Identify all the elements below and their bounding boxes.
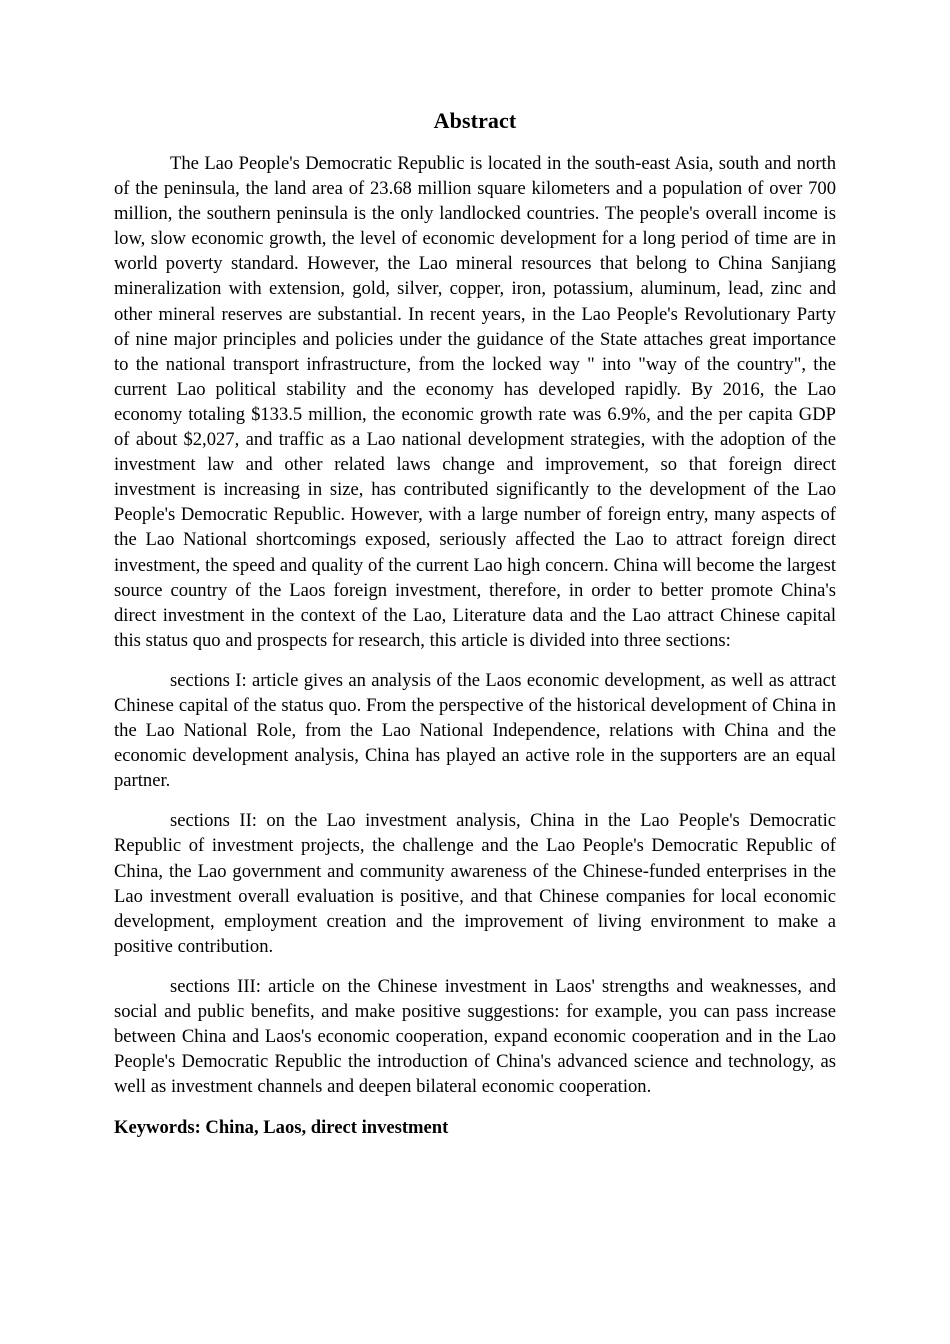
abstract-paragraph-section-1: sections I: article gives an analysis of the Laos economic development, as well as attract Chinese capital of the status quo. From the perspective of the historical development of China in the Lao National Role, from the Lao National Independence, relations with China and the economic development analysis, China has played an active role in the supporters are an equal partner. [114,669,836,792]
document-body [114,108,836,1140]
abstract-paragraph-section-2: sections II: on the Lao investment analysis, China in the Lao People's Democratic Republic of investment projects, the challenge and the Lao People's Democratic Republic of China, the Lao government and community awareness of the Chinese-funded enterprises in the Lao investment overall evaluation is positive, and that Chinese companies for local economic development, employment creation and the improvement of living environment to make a positive contribution. [114,810,836,957]
page-title: Abstract [433,108,517,133]
keywords-line: Keywords: China, Laos, direct investment [114,1117,449,1139]
abstract-paragraph-1: The Lao People's Democratic Republic is located in the south-east Asia, south and north of the peninsula, the land area of 23.68 million square kilometers and a population of over 700 million, the southern peninsula is the only landlocked countries. The people's overall income is low, slow economic growth, the level of economic development for a long period of time are in world poverty standard. However, the Lao mineral resources that belong to China Sanjiang mineralization with extension, gold, silver, copper, iron, potassium, aluminum, lead, zinc and other mineral reserves are substantial. In recent years, in the Lao People's Revolutionary Party of nine major principles and policies under the guidance of the State attaches great importance to the national transport infrastructure, from the locked way " into "way of the country", the current Lao political stability and the economy has developed rapidly. By 2016, the Lao economy totaling $133.5 million, the economic growth rate was 6.9%, and the per capita GDP of about $2,027, and traffic as a Lao national development strategies, with the adoption of the investment law and other related laws change and improvement, so that foreign direct investment is increasing in size, has contributed significantly to the development of the Lao People's Democratic Republic. However, with a large number of foreign entry, many aspects of the Lao National shortcomings exposed, seriously affected the Lao to attract foreign direct investment, the speed and quality of the current Lao high concern. China will become the largest source country of the Laos foreign investment, therefore, in order to better promote China's direct investment in the context of the Lao, Literature data and the Lao attract Chinese capital this status quo and prospects for research, this article is divided into three sections: [114,153,836,651]
abstract-paragraph-section-3: sections III: article on the Chinese investment in Laos' strengths and weaknesses, and social and public benefits, and make positive suggestions: for example, you can pass increase between China and Laos's economic cooperation, expand economic cooperation and in the Lao People's Democratic Republic the introduction of China's advanced science and technology, as well as investment channels and deepen bilateral economic cooperation. [114,975,836,1098]
